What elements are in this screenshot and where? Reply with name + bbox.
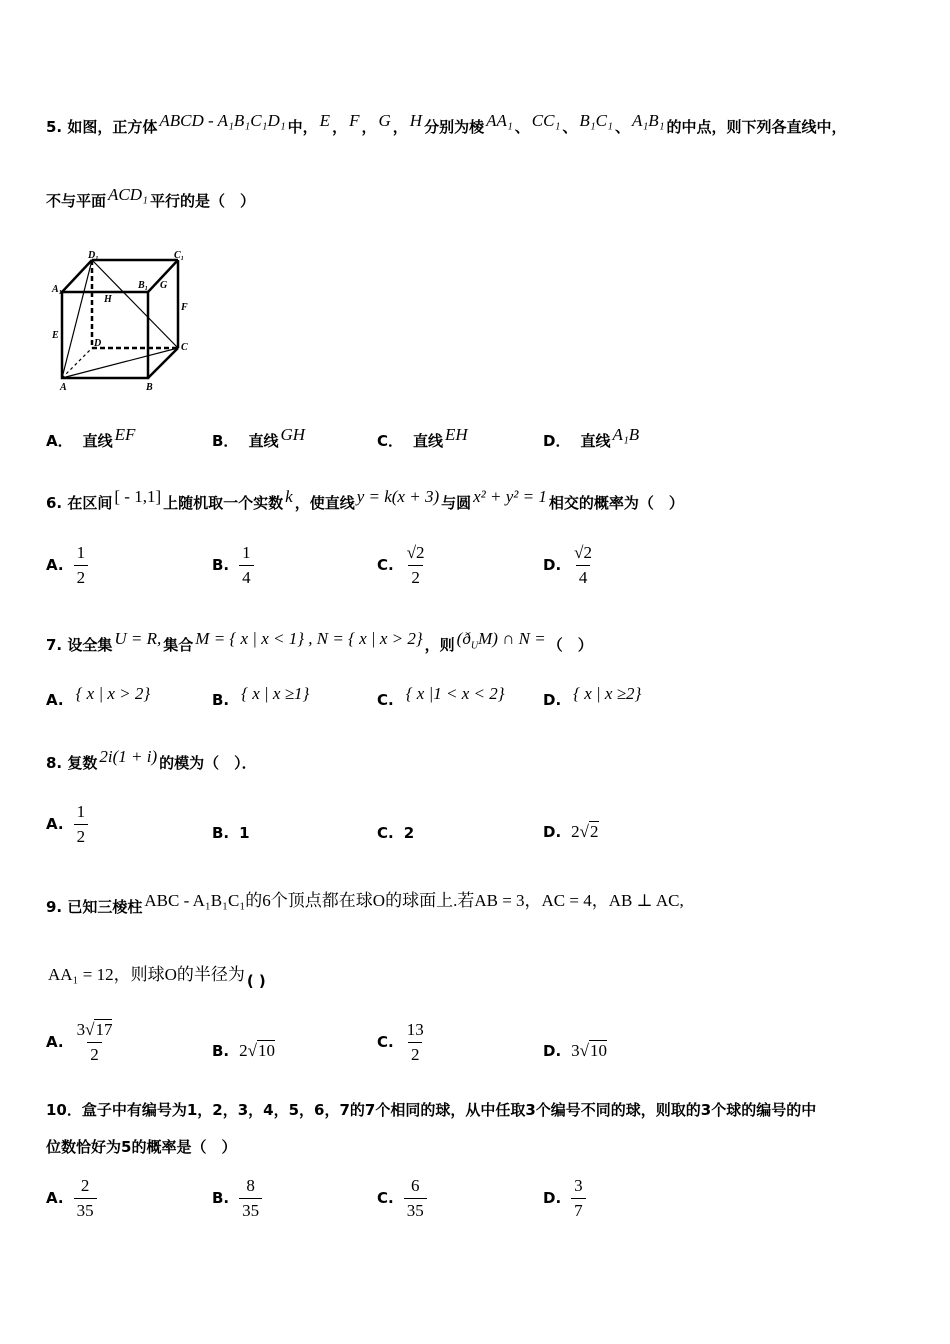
- label-d1: D₁: [88, 250, 99, 261]
- q8-option-b[interactable]: [212, 824, 250, 842]
- q6-text5: 相交的概率为（ ）: [548, 494, 684, 512]
- option-label: B.: [212, 1042, 230, 1060]
- option-label: A.: [46, 691, 64, 709]
- numerator: 2: [80, 1176, 90, 1195]
- label-e: E: [52, 330, 59, 341]
- q7-universal-set: U = R,: [114, 629, 162, 648]
- option-label: D.: [543, 1042, 562, 1060]
- q10-line2: 位数恰好为5的概率是（ ）: [46, 1138, 237, 1156]
- q9-line1: [46, 891, 686, 916]
- option-label: D．: [543, 432, 571, 450]
- q5-edge-b1c1: B₁C₁: [579, 111, 613, 130]
- q5-option-a[interactable]: [46, 424, 137, 451]
- q10-option-a[interactable]: [46, 1176, 97, 1220]
- q7-option-d[interactable]: [543, 684, 643, 710]
- q9-option-c[interactable]: [377, 1020, 427, 1064]
- q9-paren: ( ): [246, 972, 266, 990]
- q5-point-e: E: [319, 111, 331, 130]
- q5-sep: ，: [392, 118, 408, 136]
- label-b: B: [146, 382, 153, 393]
- fraction: [74, 1176, 97, 1220]
- q9-line2: [46, 965, 266, 990]
- q5-option-c[interactable]: [377, 424, 470, 451]
- denominator: 7: [571, 1198, 586, 1221]
- denominator: 2: [408, 565, 423, 588]
- q5-text2: 中，: [287, 118, 318, 136]
- option-label: D.: [543, 823, 562, 841]
- q6-option-c[interactable]: [377, 543, 428, 587]
- label-h: H: [104, 294, 112, 305]
- q5-edge-cc1: CC₁: [531, 111, 561, 130]
- q7-text3: ，则: [424, 636, 455, 654]
- option-math: EH: [445, 424, 468, 444]
- q5-line1: [46, 111, 847, 136]
- fraction: [404, 1176, 427, 1220]
- q6-option-b[interactable]: [212, 543, 254, 587]
- q6-text2: 上随机取一个实数: [163, 494, 284, 512]
- option-text: 直线: [82, 432, 113, 450]
- option-math: GH: [280, 424, 306, 444]
- q7-complement: (ð: [456, 629, 471, 648]
- q9-option-a[interactable]: [46, 1020, 115, 1064]
- coefficient: 2: [571, 822, 580, 841]
- fraction: [74, 1020, 116, 1064]
- option-label: A.: [46, 815, 64, 834]
- label-g: G: [160, 280, 168, 291]
- q5-sep: ，: [332, 118, 348, 136]
- option-text: 直线: [580, 432, 611, 450]
- q5-number: 5.: [46, 118, 63, 136]
- option-math: { x | x ≥2}: [573, 684, 642, 703]
- numerator: √2: [574, 543, 592, 562]
- q5-plane: ACD₁: [108, 185, 148, 204]
- q7-option-b[interactable]: [212, 684, 311, 710]
- q8-text1: 复数: [67, 754, 98, 772]
- option-label: A.: [46, 1033, 64, 1052]
- label-a: A: [60, 382, 67, 393]
- option-label: C.: [377, 824, 394, 842]
- option-label: C.: [377, 556, 394, 575]
- q5-text4: 的中点，则下列各直线中，: [666, 118, 847, 136]
- q7-option-a[interactable]: [46, 684, 152, 710]
- q10-option-c[interactable]: [377, 1176, 427, 1220]
- q5-line2: [46, 185, 255, 210]
- q9-number: 9.: [46, 898, 63, 916]
- q9-conditions2: AA₁ = 12，则球O的半径为: [48, 965, 245, 984]
- radicand: 17: [95, 1020, 113, 1039]
- option-label: B.: [212, 691, 230, 709]
- numerator: 1: [242, 543, 251, 562]
- q6-text4: 与圆: [441, 494, 472, 512]
- option-label: C.: [377, 691, 394, 709]
- option-math: { x |1 < x < 2}: [405, 684, 505, 703]
- fraction: [239, 543, 254, 587]
- q9-option-d[interactable]: [543, 1041, 607, 1061]
- option-label: C．: [377, 432, 404, 450]
- option-label: A.: [46, 556, 64, 575]
- q7-text2: 集合: [163, 636, 194, 654]
- q6-interval: [ - 1,1]: [114, 487, 162, 506]
- q7-text4: （ ）: [547, 636, 593, 654]
- denominator: 35: [74, 1198, 97, 1221]
- option-text: 直线: [248, 432, 279, 450]
- q5-dun: 、: [562, 118, 578, 136]
- option-math: { x | x ≥1}: [241, 684, 310, 703]
- label-c: C: [181, 342, 188, 353]
- denominator: 2: [74, 565, 89, 588]
- radical-expression: 3√10: [571, 1041, 607, 1060]
- q5-text5: 不与平面: [46, 192, 107, 210]
- cube-figure: [50, 250, 200, 395]
- q6-option-a[interactable]: [46, 543, 88, 587]
- fraction: [571, 1176, 586, 1220]
- q5-text1: 如图，正方体: [67, 118, 158, 136]
- edge-bc: [148, 348, 178, 378]
- fraction: [404, 1020, 427, 1064]
- q5-edge-a1b1: A₁B₁: [631, 111, 665, 130]
- q9-text1: 已知三棱柱: [67, 898, 143, 916]
- q9-conditions: ABC - A₁B₁C₁的6个顶点都在球O的球面上.若AB = 3，AC = 4，AB ⊥ AC,: [144, 891, 684, 910]
- q7-complement-sub: U: [470, 640, 479, 652]
- option-label: D.: [543, 556, 562, 575]
- q5-option-b[interactable]: [212, 424, 307, 451]
- diag-ac: [62, 348, 178, 378]
- option-math: EF: [114, 424, 136, 444]
- q7-stem: [46, 629, 593, 657]
- q9-option-b[interactable]: [212, 1041, 275, 1061]
- q10-line1: 10．盒子中有编号为1，2，3，4，5，6，7的7个相同的球，从中任取3个编号不同的球，则取的3个球的编号的中: [46, 1101, 817, 1119]
- option-label: B.: [212, 824, 230, 842]
- numerator: 1: [76, 543, 86, 562]
- numerator: 3√17: [76, 1020, 113, 1039]
- q6-line-eq: y = k(x + 3): [356, 487, 440, 506]
- q6-text1: 在区间: [67, 494, 113, 512]
- denominator: 35: [239, 1198, 262, 1221]
- option-label: C.: [377, 1033, 394, 1052]
- q5-edge-aa1: AA₁: [486, 111, 513, 130]
- option-label: A．: [46, 432, 73, 450]
- q8-complex: 2i(1 + i): [99, 747, 158, 766]
- option-value: 2: [403, 824, 415, 842]
- radical-expression: 2√10: [239, 1041, 275, 1060]
- label-b1: B₁: [138, 280, 149, 291]
- radicand: 10: [257, 1041, 275, 1060]
- radicand: 2: [590, 822, 599, 841]
- option-label: C.: [377, 1189, 394, 1208]
- numerator: 13: [406, 1020, 424, 1039]
- option-label: A.: [46, 1189, 64, 1208]
- fraction: [74, 543, 89, 587]
- option-math: A₁B: [612, 424, 640, 444]
- q5-text6: 平行的是（ ）: [149, 192, 255, 210]
- q6-text3: ，使直线: [294, 494, 355, 512]
- coefficient: 2: [239, 1041, 248, 1060]
- q7-sets: M = { x | x < 1} , N = { x | x > 2}: [195, 629, 423, 648]
- q8-option-a[interactable]: [46, 802, 88, 846]
- q5-sep: ，: [361, 118, 377, 136]
- q5-point-h: H: [409, 111, 423, 130]
- q6-circle-eq: x² + y² = 1: [473, 487, 547, 506]
- radical-expression: 2√2: [571, 822, 599, 841]
- coefficient: 3: [571, 1041, 580, 1060]
- q6-option-d[interactable]: [543, 543, 595, 587]
- numerator: 1: [76, 802, 86, 821]
- denominator: 2: [74, 824, 89, 847]
- denominator: 2: [408, 1042, 423, 1065]
- q5-dun: 、: [514, 118, 530, 136]
- q6-number: 6.: [46, 494, 63, 512]
- q5-option-d[interactable]: [543, 424, 641, 451]
- q5-dun: 、: [614, 118, 630, 136]
- numerator: 3: [574, 1176, 583, 1195]
- option-label: B.: [212, 1189, 230, 1208]
- option-label: D.: [543, 1189, 562, 1208]
- numerator: 8: [246, 1176, 255, 1195]
- numerator: √2: [406, 543, 425, 562]
- denominator: 2: [87, 1042, 102, 1065]
- q8-option-c[interactable]: [377, 824, 414, 842]
- q5-point-f: F: [349, 111, 360, 130]
- q5-cube-name: ABCD - A₁B₁C₁D₁: [159, 111, 286, 130]
- fraction: [74, 802, 89, 846]
- q5-point-g: G: [378, 111, 391, 130]
- q7-intersection: M) ∩ N =: [478, 629, 546, 648]
- fraction: [571, 543, 595, 587]
- q7-number: 7.: [46, 636, 63, 654]
- denominator: 35: [404, 1198, 427, 1221]
- option-text: 直线: [413, 432, 444, 450]
- q8-stem: [46, 747, 257, 772]
- option-math: { x | x > 2}: [75, 684, 151, 703]
- option-label: D.: [543, 691, 562, 709]
- q6-k: k: [285, 487, 293, 506]
- fraction: [239, 1176, 262, 1220]
- label-a1: A₁: [52, 284, 63, 295]
- q6-stem: [46, 487, 684, 512]
- denominator: 4: [239, 565, 254, 588]
- q7-expression: [456, 629, 546, 652]
- option-label: B.: [212, 556, 230, 575]
- denominator: 4: [576, 565, 591, 588]
- label-d: D: [94, 338, 102, 349]
- q8-text2: 的模为（ ）．: [159, 754, 257, 772]
- coefficient: 3: [76, 1020, 86, 1039]
- q7-text1: 设全集: [67, 636, 113, 654]
- label-c1: C₁: [174, 250, 185, 261]
- q10-option-b[interactable]: [212, 1176, 262, 1220]
- q10-option-d[interactable]: [543, 1176, 586, 1220]
- q5-text3: 分别为棱: [424, 118, 485, 136]
- edge-ad-hidden: [62, 348, 92, 378]
- option-value: 1: [239, 824, 250, 842]
- q8-number: 8.: [46, 754, 63, 772]
- radicand: 10: [590, 1041, 607, 1060]
- label-f: F: [181, 302, 188, 313]
- q8-option-d[interactable]: [543, 822, 599, 842]
- numerator: 6: [410, 1176, 420, 1195]
- fraction: [404, 543, 428, 587]
- q7-option-c[interactable]: [377, 684, 507, 710]
- option-label: B．: [212, 432, 239, 450]
